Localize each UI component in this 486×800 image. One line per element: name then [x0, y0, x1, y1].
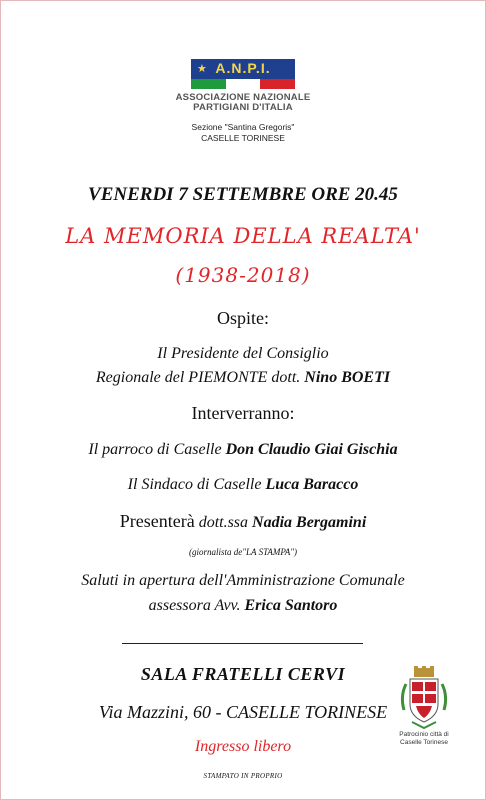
- event-title: LA MEMORIA DELLA REALTA': [65, 224, 421, 248]
- speaker-sindaco: [1, 476, 485, 494]
- speaker-sindaco-name: Luca Baracco: [265, 476, 359, 493]
- org-name-line1: ASSOCIAZIONE NAZIONALE: [175, 92, 311, 103]
- logo-text: A.N.P.I.: [215, 60, 271, 76]
- org-name-line2: PARTIGIANI D'ITALIA: [193, 102, 293, 113]
- speaker-sindaco-role: Il Sindaco di Caselle: [127, 476, 262, 493]
- venue-name: SALA FRATELLI CERVI: [140, 664, 346, 684]
- guest-line1: Il Presidente del Consiglio: [157, 345, 329, 362]
- italian-flag-stripe: [191, 59, 295, 89]
- presenter: [1, 511, 485, 532]
- speaker-parroco-name: Don Claudio Giai Gischia: [225, 441, 398, 458]
- patronage-line1: Patrocinio città di: [399, 731, 449, 738]
- patronage-note: [381, 731, 467, 747]
- guest-label: Ospite:: [217, 308, 269, 328]
- speaker-parroco-role: Il parroco di Caselle: [88, 441, 222, 458]
- caselle-coat-of-arms-icon: [398, 666, 450, 732]
- patronage-line2: Caselle Torinese: [400, 739, 448, 746]
- anpi-logo: [191, 59, 295, 89]
- greetings-line2: [1, 597, 485, 615]
- divider: [122, 643, 363, 644]
- greetings-line1: Saluti in apertura dell'Amministrazione Comunale: [81, 572, 405, 589]
- star-icon: ★: [197, 63, 207, 75]
- greetings-name: Erica Santoro: [244, 597, 338, 614]
- section-name: Sezione "Santina Gregoris": [191, 122, 295, 132]
- presenter-note: (giornalista de"LA STAMPA"): [188, 547, 298, 557]
- guest-role: Regionale del PIEMONTE dott.: [95, 369, 301, 386]
- speaker-parroco: [1, 441, 485, 459]
- speakers-label: Interverranno:: [191, 403, 295, 423]
- greetings-role: assessora Avv.: [148, 597, 241, 614]
- guest-name: Nino BOETI: [304, 369, 391, 386]
- event-date: VENERDI 7 SETTEMBRE ORE 20.45: [88, 184, 398, 205]
- presenter-name: Nadia Bergamini: [252, 514, 367, 531]
- guest-line2: [1, 369, 485, 387]
- presenter-title: dott.ssa: [198, 514, 249, 531]
- printed-note: STAMPATO IN PROPRIO: [203, 772, 283, 780]
- venue-address: Via Mazzini, 60 - CASELLE TORINESE: [98, 702, 388, 722]
- presenter-label: Presenterà: [119, 511, 195, 531]
- section-city: CASELLE TORINESE: [201, 133, 285, 143]
- entry-note: Ingresso libero: [194, 738, 292, 755]
- event-years: (1938-2018): [175, 263, 311, 287]
